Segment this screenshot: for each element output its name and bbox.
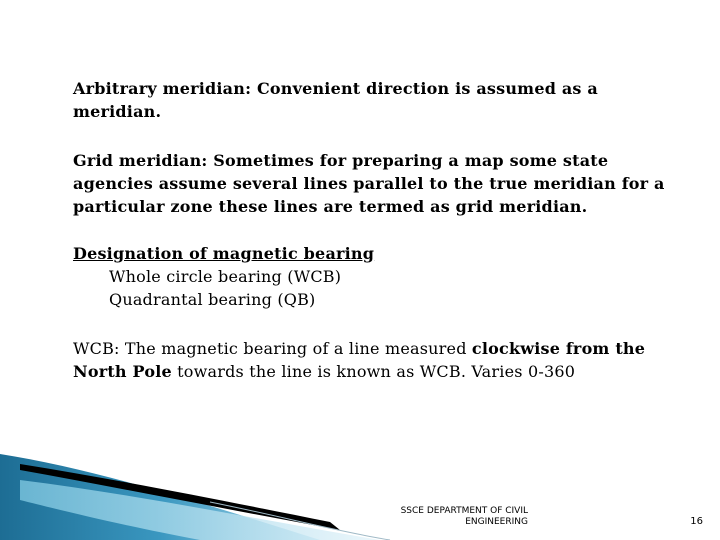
designation-heading: Designation of magnetic bearing <box>73 244 375 263</box>
wcb-text-3: towards the line is known as WCB. Varies 0-360 <box>171 362 576 381</box>
page-number: 16 <box>690 516 703 527</box>
footer-line-1: SSCE DEPARTMENT OF CIVIL <box>400 506 528 516</box>
designation-item-wcb: Whole circle bearing (WCB) <box>109 267 342 286</box>
footer-department <box>378 506 528 528</box>
wcb-text-bold: clockwise from the North Pole <box>73 339 646 381</box>
arbitrary-meridian-paragraph: Arbitrary meridian: Convenient direction is assumed as a meridian. <box>73 79 598 121</box>
designation-section <box>73 242 673 311</box>
slide-body <box>73 77 673 383</box>
grid-meridian-paragraph: Grid meridian: Sometimes for preparing a map some state agencies assume several lines parallel to the true meridian for a particular zone these lines are termed as grid meridian. <box>73 151 665 216</box>
footer-line-2: ENGINEERING <box>465 517 528 527</box>
wcb-definition-paragraph <box>73 337 673 383</box>
decorative-wave-graphic <box>0 440 720 540</box>
designation-item-qb: Quadrantal bearing (QB) <box>109 290 316 309</box>
wcb-text-1: WCB: The magnetic bearing of a line measured <box>73 339 472 358</box>
